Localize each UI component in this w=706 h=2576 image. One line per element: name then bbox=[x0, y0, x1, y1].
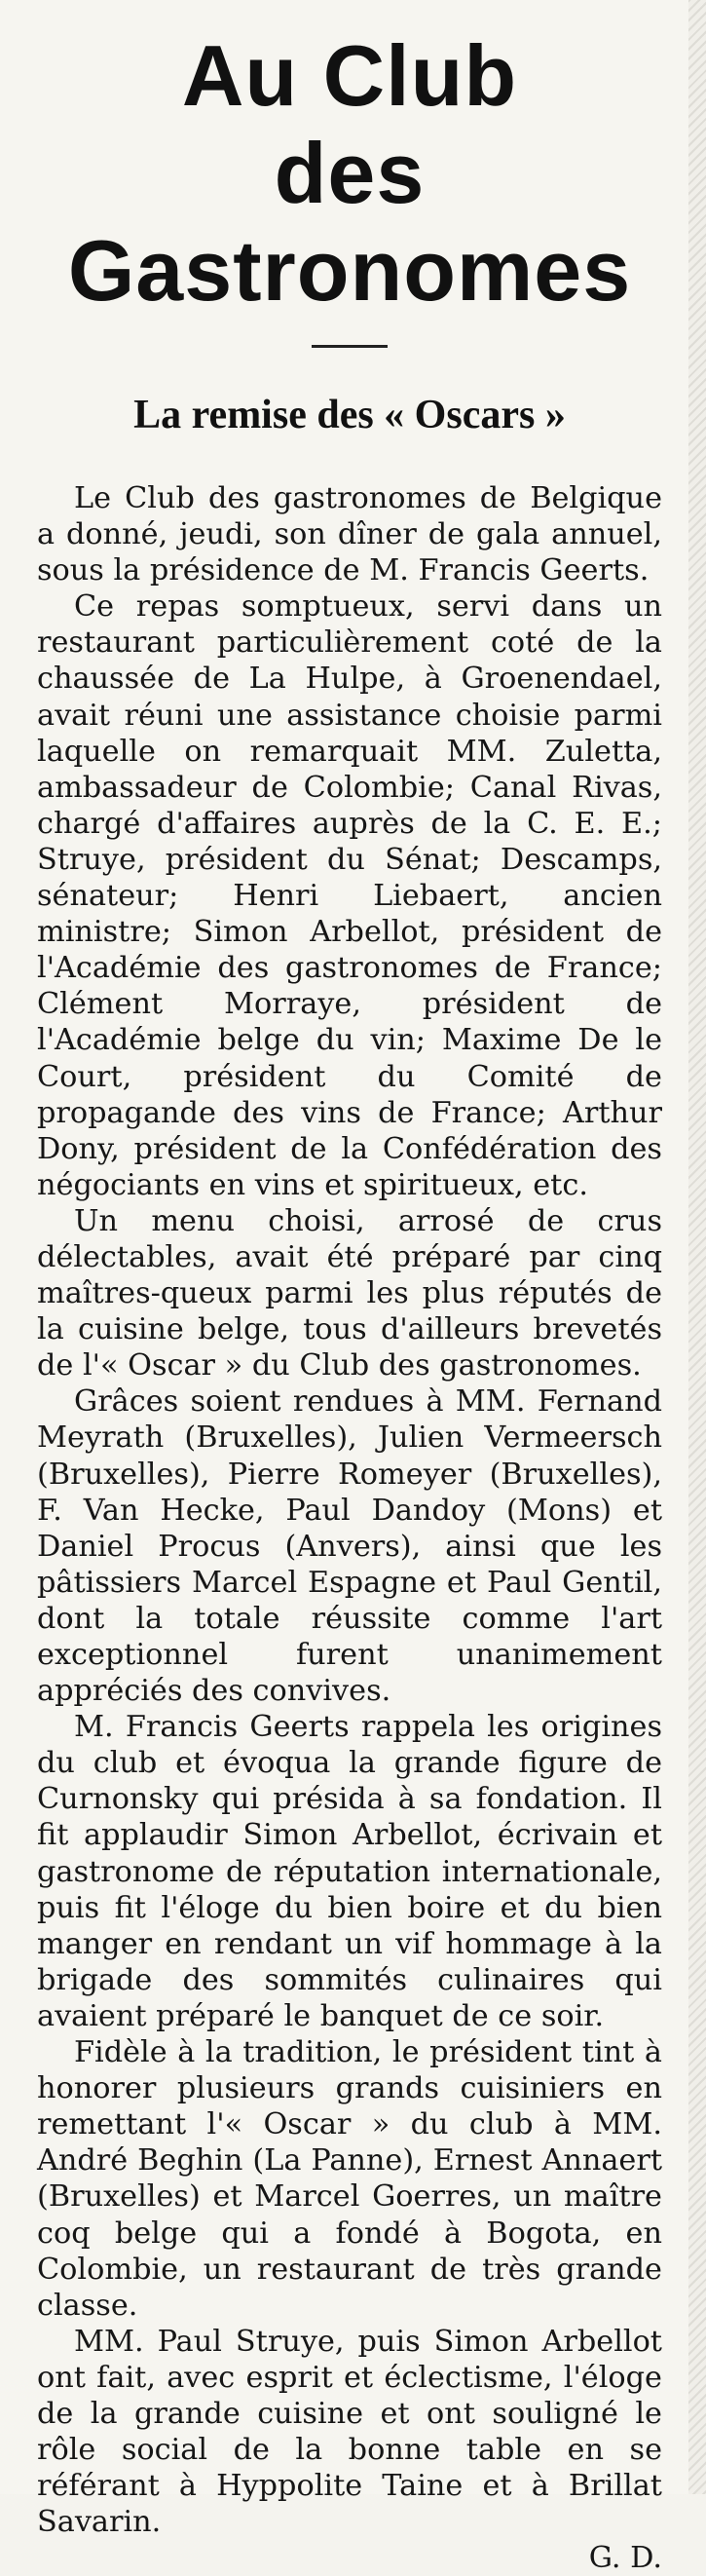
paragraph: Le Club des gastronomes de Belgique a donné, jeudi, son dîner de gala annuel, sous la présidence de M. Francis Geerts. bbox=[37, 481, 662, 588]
article-body bbox=[37, 480, 662, 2576]
torn-page-edge bbox=[688, 0, 706, 2494]
subheadline: La remise des « Oscars » bbox=[133, 393, 566, 437]
article bbox=[37, 27, 662, 2576]
paragraph: Ce repas somptueux, servi dans un restaurant particulièrement coté de la chaussée de La Hulpe, à Groenendael, avait réuni une assistance choisie parmi laquelle on remarquait MM. Zuletta, ambassadeur de Colombie; Canal Rivas, chargé d'affaires auprès de la C. E. E.; Struye, président du Sénat; Descamps, sénateur; Henri Liebaert, ancien ministre; Simon Arbellot, président de l'Académie des gastronomes de France; Clément Morraye, président de l'Académie belge du vin; Maxime De le Court, président du Comité de propagande des vins de France; Arthur Dony, président de la Confédération des négociants en vins et spiritueux, etc. bbox=[37, 589, 662, 1202]
paragraph: Fidèle à la tradition, le président tint à honorer plusieurs grands cuisiniers en remettant l'« Oscar » du club à MM. André Beghin (La Panne), Ernest Annaert (Bruxelles) et Marcel Goerres, un maître coq belge qui a fondé à Bogota, en Colombie, un restaurant de très grande classe. bbox=[37, 2035, 662, 2323]
headline-line-2: des Gastronomes bbox=[67, 125, 632, 319]
headline bbox=[37, 27, 662, 320]
author-signature: G. D. bbox=[588, 2541, 662, 2576]
headline-rule bbox=[312, 345, 388, 348]
headline-line-1: Au Club bbox=[181, 27, 518, 124]
paragraph: Grâces soient rendues à MM. Fernand Meyrath (Bruxelles), Julien Vermeersch (Bruxelles), Pierre Romeyer (Bruxelles), F. Van Hecke, Paul Dandoy (Mons) et Daniel Procus (Anvers), ainsi que les pâtissiers Marcel Espagne et Paul Gentil, dont la totale réussite comme l'art exceptionnel furent unanimement appréciés des convives. bbox=[37, 1384, 662, 1709]
paragraph: MM. Paul Struye, puis Simon Arbellot ont fait, avec esprit et éclectisme, l'éloge de la grande cuisine et ont souligné le rôle social de la bonne table en se référant à Hyppolite Taine et à Brillat Savarin. bbox=[37, 2324, 662, 2540]
paragraph: Un menu choisi, arrosé de crus délectables, avait été préparé par cinq maîtres-queux parmi les plus réputés de la cuisine belge, tous d'ailleurs brevetés de l'« Oscar » du Club des gastronomes. bbox=[37, 1203, 662, 1383]
paragraph: M. Francis Geerts rappela les origines du club et évoqua la grande figure de Curnonsky qui présida à sa fondation. Il fit applaudir Simon Arbellot, écrivain et gastronome de réputation internationale, puis fit l'éloge du bien boire et du bien manger en rendant un vif hommage à la brigade des sommités culinaires qui avaient préparé le banquet de ce soir. bbox=[37, 1710, 662, 2033]
